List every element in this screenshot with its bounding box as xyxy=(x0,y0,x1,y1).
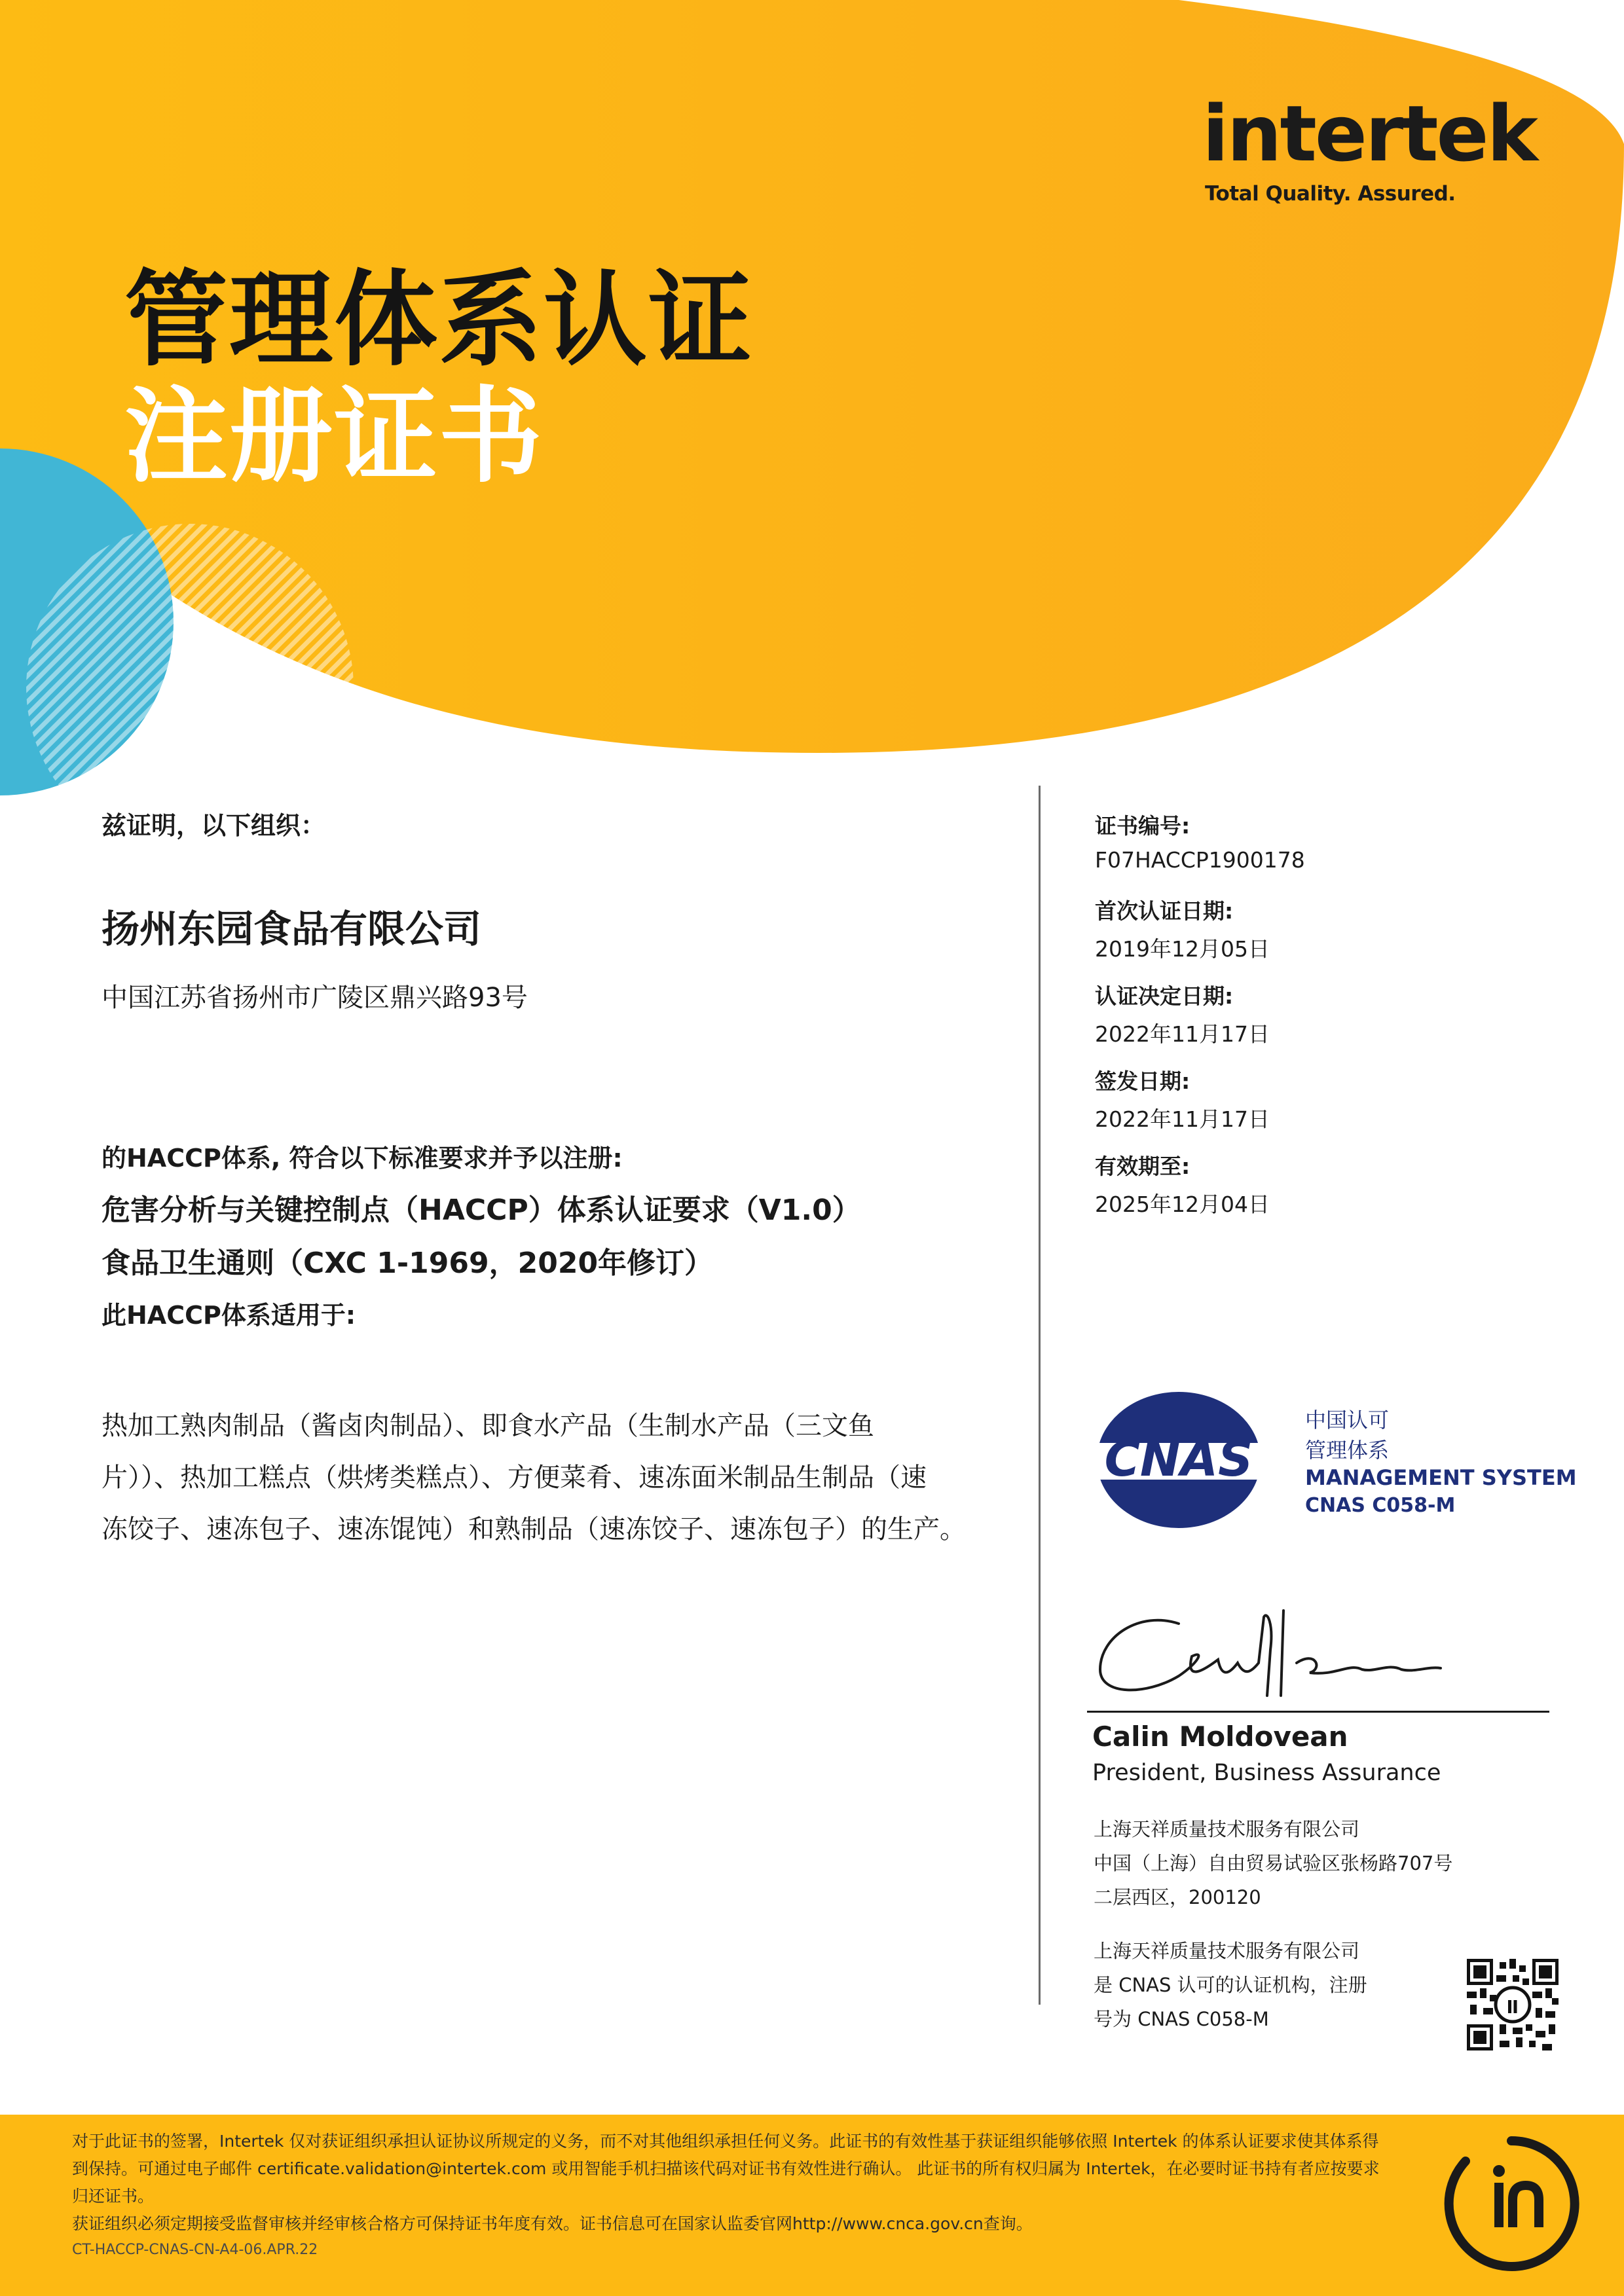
form-code: CT-HACCP-CNAS-CN-A4-06.APR.22 xyxy=(72,2242,318,2258)
standard-item: 食品卫生通则（CXC 1-1969，2020年修订） xyxy=(101,1247,714,1280)
certificate-number-label: 证书编号: xyxy=(1095,813,1190,839)
expiry-date-value: 2025年12月04日 xyxy=(1095,1192,1270,1217)
certificate-title-line2: 注册证书 xyxy=(124,376,544,497)
issue-date-label: 签发日期: xyxy=(1095,1068,1190,1094)
first-certification-date-label: 首次认证日期: xyxy=(1095,898,1234,924)
signature-line xyxy=(1087,1711,1549,1713)
scope-heading: 此HACCP体系适用于: xyxy=(101,1301,356,1330)
cnas-cn-line2: 管理体系 xyxy=(1305,1438,1390,1463)
column-divider xyxy=(1039,786,1041,2005)
scope-line: 热加工熟肉制品（酱卤肉制品）、即食水产品（生制水产品（三文鱼 xyxy=(101,1411,874,1441)
issuer-line: 中国（上海）自由贸易试验区张杨路707号 xyxy=(1094,1852,1453,1874)
cnas-en-line1: MANAGEMENT SYSTEM xyxy=(1305,1465,1577,1490)
decision-date-value: 2022年11月17日 xyxy=(1095,1021,1270,1047)
qr-code[interactable] xyxy=(1467,1959,1559,2050)
cnas-logo xyxy=(1084,1388,1274,1532)
cnas-cn-line1: 中国认可 xyxy=(1305,1408,1390,1432)
accreditation-line: 号为 CNAS C058-M xyxy=(1094,2008,1269,2030)
issuer-line: 二层西区，200120 xyxy=(1094,1886,1261,1908)
cnas-logo-text: CNAS xyxy=(1104,1431,1253,1487)
cnas-en-line2: CNAS C058-M xyxy=(1305,1494,1456,1517)
intertek-tagline: Total Quality. Assured. xyxy=(1205,182,1456,206)
accreditation-statement xyxy=(1094,1934,1367,2036)
expiry-date-label: 有效期至: xyxy=(1095,1154,1190,1179)
organization-name: 扬州东园食品有限公司 xyxy=(101,907,482,951)
intro-text: 兹证明，以下组织： xyxy=(101,811,326,840)
certificate-number-value: F07HACCP1900178 xyxy=(1095,847,1305,873)
signatory-title: President, Business Assurance xyxy=(1092,1760,1441,1786)
accreditation-line: 上海天祥质量技术服务有限公司 xyxy=(1094,1940,1360,1962)
footer-line: 获证组织必须定期接受监督审核并经审核合格方可保持证书年度有效。证书信息可在国家认监委官网http://www.cnca.gov.cn查询。 xyxy=(72,2214,1033,2233)
decision-date-label: 认证决定日期: xyxy=(1095,983,1234,1009)
organization-address: 中国江苏省扬州市广陵区鼎兴路93号 xyxy=(101,983,528,1013)
issue-date-value: 2022年11月17日 xyxy=(1095,1106,1270,1132)
footer-line: 对于此证书的签署，Intertek 仅对获证组织承担认证协议所规定的义务，而不对其他组织承担任何义务。此证书的有效性基于获证组织能够依照 Intertek 的体系认证要求使其体系得 xyxy=(72,2132,1379,2151)
certificate-title-line1: 管理体系认证 xyxy=(124,260,753,380)
footer-line: 到保持。可通过电子邮件 certificate.validation@intertek.com 或用智能手机扫描该代码对证书有效性进行确认。 此证书的所有权归属为 Intertek，在必要时证书持有者应按要求 xyxy=(72,2159,1380,2178)
scope-line: 片））、热加工糕点（烘烤类糕点）、方便菜肴、速冻面米制品生制品（速 xyxy=(101,1463,927,1493)
scope-line: 冻饺子、速冻包子、速冻馄饨）和熟制品（速冻饺子、速冻包子）的生产。 xyxy=(101,1514,966,1544)
issuer-address xyxy=(1094,1812,1452,1914)
signatory-name: Calin Moldovean xyxy=(1092,1721,1348,1753)
footer-band xyxy=(0,2115,1624,2296)
intertek-logo: intertek xyxy=(1202,88,1536,179)
intertek-emblem-icon xyxy=(1439,2132,1583,2276)
standards-heading: 的HACCP体系, 符合以下标准要求并予以注册: xyxy=(101,1144,623,1173)
accreditation-line: 是 CNAS 认可的认证机构，注册 xyxy=(1094,1974,1367,1996)
issuer-line: 上海天祥质量技术服务有限公司 xyxy=(1094,1818,1360,1840)
footer-line: 归还证书。 xyxy=(72,2187,155,2206)
signature-image xyxy=(1087,1597,1454,1709)
standard-item: 危害分析与关键控制点（HACCP）体系认证要求（V1.0） xyxy=(101,1194,861,1227)
first-certification-date-value: 2019年12月05日 xyxy=(1095,936,1270,962)
